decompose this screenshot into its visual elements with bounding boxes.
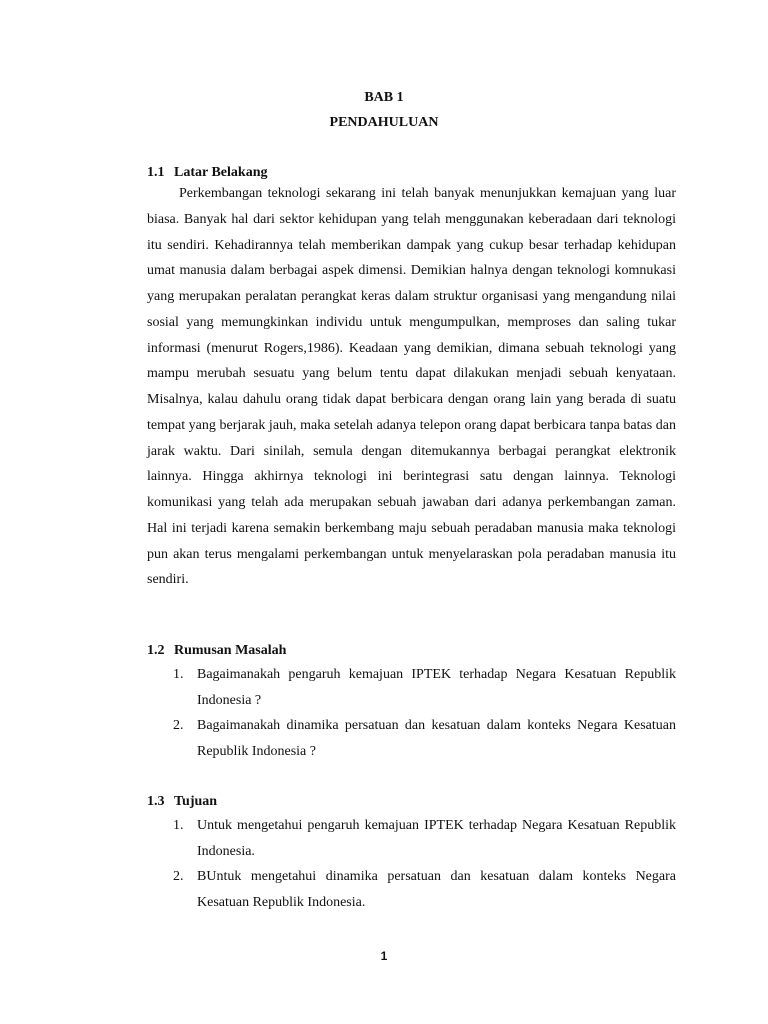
section-heading-latar-belakang bbox=[147, 164, 267, 181]
section-title: Rumusan Masalah bbox=[174, 643, 287, 658]
list-item-text: Untuk mengetahui pengaruh kemajuan IPTEK terhadap Negara Kesatuan Republik Indonesia. bbox=[197, 818, 676, 859]
chapter-title: PENDAHULUAN bbox=[329, 115, 439, 130]
page-number: 1 bbox=[380, 949, 388, 963]
section-number: 1.2 bbox=[147, 643, 165, 658]
section-heading-tujuan bbox=[147, 793, 217, 810]
list-marker: 1. bbox=[173, 667, 184, 682]
list-item bbox=[147, 662, 676, 713]
section-heading-rumusan-masalah bbox=[147, 642, 286, 659]
latar-belakang-paragraph: Perkembangan teknologi sekarang ini telah banyak menunjukkan kemajuan yang luar biasa. Banyak hal dari sektor kehidupan yang telah menggunakan keberadaan dari teknologi itu sendiri. Kehadirannya telah memberikan dampak yang cukup besar terhadap kehidupan umat manusia dalam berbagai aspek dimensi. Demikian halnya dengan teknologi komnukasi yang merupakan peralatan perangkat keras dalam struktur organisasi yang mengandung nilai sosial yang memungkinkan individu untuk mengumpulkan, memproses dan saling tukar informasi (menurut Rogers,1986). Keadaan yang demikian, dimana sebuah teknologi yang mampu merubah sesuatu yang belum tentu dapat dilakukan menjadi sebuah kenyataan. Misalnya, kalau dahulu orang tidak dapat berbicara dengan orang lain yang berada di suatu tempat yang berjarak jauh, maka setelah adanya telepon orang dapat berbicara tanpa batas dan jarak waktu. Dari sinilah, semula dengan ditemukannya berbagai perangkat elektronik lainnya. Hingga akhirnya teknologi ini berintegrasi satu dengan lainnya. Teknologi komunikasi yang telah ada merupakan sebuah jawaban dari adanya perkembangan zaman. Hal ini terjadi karena semakin berkembang maju sebuah peradaban manusia maka teknologi pun akan terus mengalami perkembangan untuk menyelaraskan pola peradaban manusia itu sendiri. bbox=[147, 186, 676, 588]
section-title: Latar Belakang bbox=[174, 165, 268, 180]
rumusan-masalah-list bbox=[147, 662, 676, 764]
list-marker: 1. bbox=[173, 818, 184, 833]
tujuan-list bbox=[147, 813, 676, 915]
list-item-text: Bagaimanakah dinamika persatuan dan kesatuan dalam konteks Negara Kesatuan Republik Indonesia ? bbox=[197, 718, 676, 759]
list-item bbox=[147, 713, 676, 764]
section-title: Tujuan bbox=[174, 794, 218, 809]
list-item bbox=[147, 813, 676, 864]
section-number: 1.1 bbox=[147, 165, 165, 180]
chapter-label: BAB 1 bbox=[364, 90, 404, 105]
section-number: 1.3 bbox=[147, 794, 165, 809]
list-item-text: Bagaimanakah pengaruh kemajuan IPTEK terhadap Negara Kesatuan Republik Indonesia ? bbox=[197, 667, 676, 708]
list-item bbox=[147, 864, 676, 915]
list-marker: 2. bbox=[173, 869, 184, 884]
list-marker: 2. bbox=[173, 718, 184, 733]
list-item-text: BUntuk mengetahui dinamika persatuan dan kesatuan dalam konteks Negara Kesatuan Republik Indonesia. bbox=[197, 869, 676, 910]
